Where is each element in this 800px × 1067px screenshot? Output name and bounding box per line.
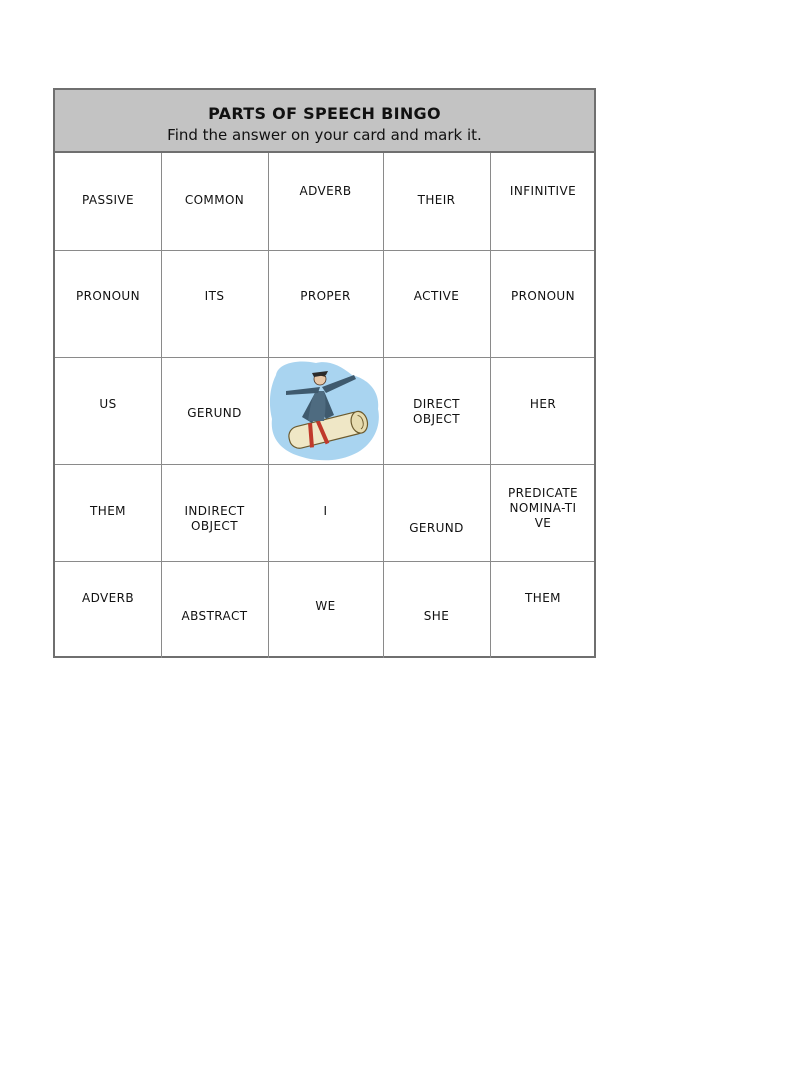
bingo-header [55, 90, 594, 153]
bingo-cell [490, 250, 596, 357]
bingo-cell-label: PREDICATE NOMINA-TI VE [507, 486, 579, 530]
bingo-cell-label: GERUND [187, 406, 242, 420]
bingo-subtitle: Find the answer on your card and mark it. [167, 126, 482, 144]
bingo-cell [490, 561, 596, 658]
bingo-cell [55, 464, 161, 561]
bingo-cell [383, 357, 490, 464]
bingo-cell [268, 561, 383, 658]
bingo-cell-label: ITS [204, 289, 225, 303]
bingo-cell [383, 250, 490, 357]
bingo-cell [55, 561, 161, 658]
bingo-cell-label: DIRECT OBJECT [413, 397, 460, 426]
bingo-cell-label: PROPER [300, 289, 351, 303]
bingo-cell [490, 153, 596, 250]
bingo-cell [161, 250, 268, 357]
bingo-cell-label: THEIR [417, 193, 456, 207]
bingo-cell-label: ADVERB [82, 591, 134, 605]
bingo-cell-label: ABSTRACT [181, 609, 248, 623]
surfer-on-diploma-icon [268, 357, 383, 464]
bingo-cell [161, 153, 268, 250]
bingo-cell [161, 561, 268, 658]
bingo-cell [490, 357, 596, 464]
bingo-cell-label: THEM [90, 504, 126, 518]
bingo-cell-label: COMMON [184, 193, 245, 207]
bingo-cell [383, 153, 490, 250]
bingo-grid [55, 153, 594, 658]
bingo-cell-label: PRONOUN [75, 289, 140, 303]
bingo-cell [490, 464, 596, 561]
bingo-cell-label: I [323, 504, 328, 518]
bingo-cell-label: HER [529, 397, 557, 411]
bingo-cell-label: THEM [525, 591, 561, 605]
bingo-cell [161, 464, 268, 561]
bingo-cell [268, 250, 383, 357]
bingo-cell-label: ACTIVE [413, 289, 460, 303]
bingo-cell-label: SHE [423, 609, 450, 623]
bingo-cell [268, 153, 383, 250]
bingo-cell [383, 464, 490, 561]
bingo-cell [55, 153, 161, 250]
bingo-cell [161, 357, 268, 464]
bingo-cell [383, 561, 490, 658]
free-space-cell [268, 357, 383, 464]
bingo-cell-label: PASSIVE [81, 193, 135, 207]
bingo-cell-label: GERUND [409, 521, 464, 535]
bingo-cell-label: INDIRECT OBJECT [184, 504, 245, 533]
bingo-cell [268, 464, 383, 561]
bingo-cell-label: US [99, 397, 117, 411]
bingo-cell [55, 250, 161, 357]
bingo-cell-label: PRONOUN [510, 289, 575, 303]
bingo-cell-label: ADVERB [299, 184, 352, 198]
bingo-card [53, 88, 596, 658]
bingo-cell-label: WE [315, 599, 336, 613]
bingo-cell-label: INFINITIVE [509, 184, 577, 198]
bingo-title: PARTS OF SPEECH BINGO [208, 104, 441, 123]
bingo-cell [55, 357, 161, 464]
